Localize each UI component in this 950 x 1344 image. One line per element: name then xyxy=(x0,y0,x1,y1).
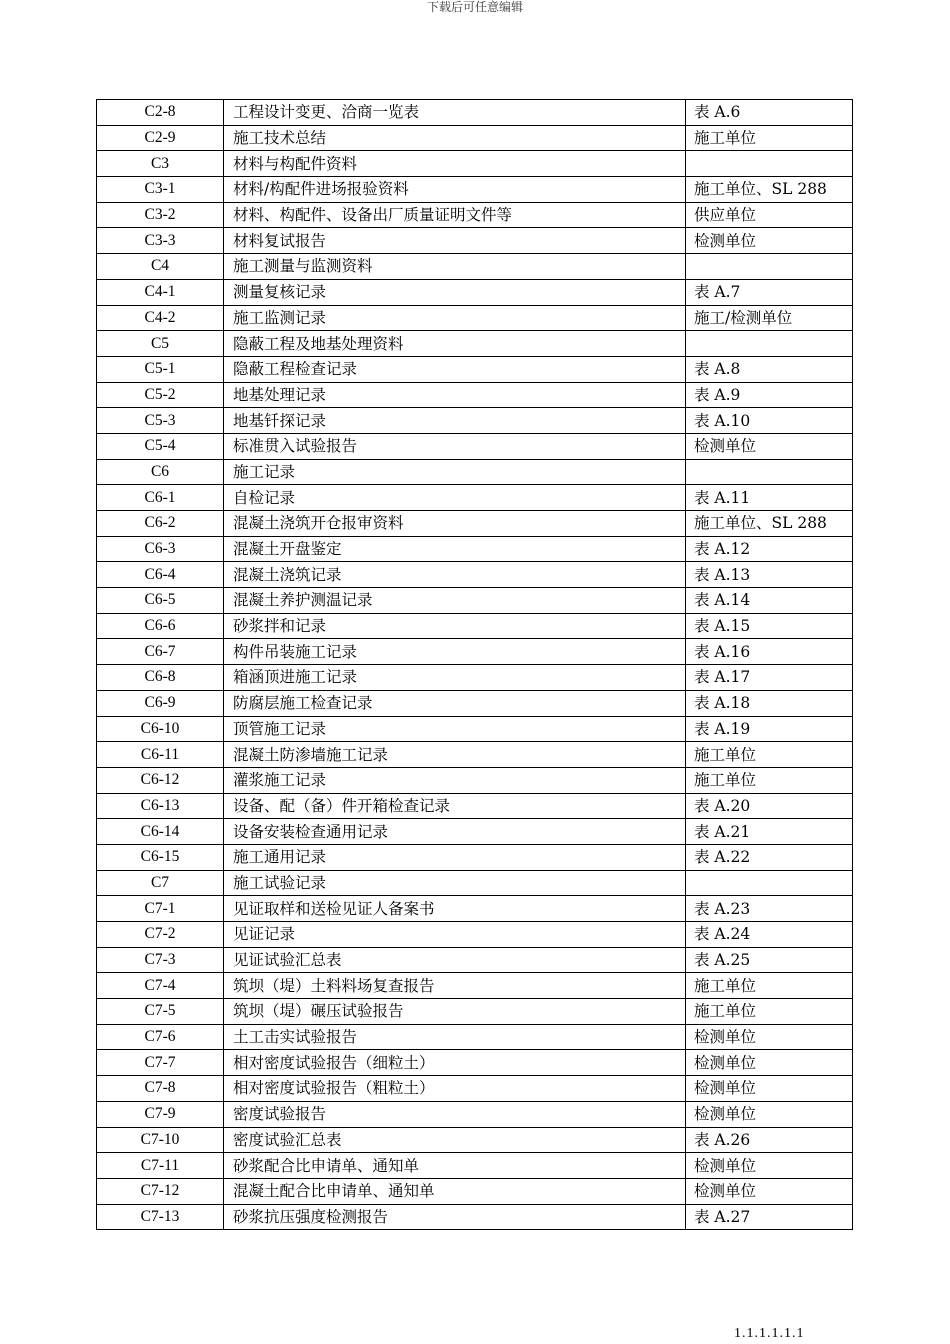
row-code-cell: C6-1 xyxy=(97,485,224,511)
table-row xyxy=(97,356,853,382)
row-code-cell: C6 xyxy=(97,459,224,485)
row-name-cell: 材料、构配件、设备出厂质量证明文件等 xyxy=(224,202,686,228)
table-row xyxy=(97,536,853,562)
row-source-cell: 施工单位 xyxy=(686,767,853,793)
row-code-cell: C7-5 xyxy=(97,999,224,1025)
table-row xyxy=(97,922,853,948)
row-code-cell: C6-4 xyxy=(97,562,224,588)
table-row xyxy=(97,331,853,357)
table-row xyxy=(97,870,853,896)
row-name-cell: 混凝土浇筑记录 xyxy=(224,562,686,588)
row-code-cell: C3-3 xyxy=(97,228,224,254)
row-source-cell: 表 A.18 xyxy=(686,690,853,716)
row-source-cell: 施工单位、SL 288 xyxy=(686,177,853,203)
row-code-cell: C4-1 xyxy=(97,279,224,305)
row-code-cell: C3-1 xyxy=(97,177,224,203)
row-code-cell: C7-12 xyxy=(97,1178,224,1204)
row-code-cell: C6-14 xyxy=(97,819,224,845)
table-row xyxy=(97,716,853,742)
row-name-cell: 砂浆拌和记录 xyxy=(224,613,686,639)
row-code-cell: C6-3 xyxy=(97,536,224,562)
row-code-cell: C7-8 xyxy=(97,1076,224,1102)
row-code-cell: C7-3 xyxy=(97,947,224,973)
row-code-cell: C6-15 xyxy=(97,844,224,870)
table-row xyxy=(97,742,853,768)
row-name-cell: 隐蔽工程及地基处理资料 xyxy=(224,331,686,357)
row-name-cell: 筑坝（堤）土料料场复查报告 xyxy=(224,973,686,999)
row-code-cell: C6-6 xyxy=(97,613,224,639)
row-name-cell: 筑坝（堤）碾压试验报告 xyxy=(224,999,686,1025)
row-name-cell: 混凝土浇筑开仓报审资料 xyxy=(224,511,686,537)
row-source-cell: 表 A.17 xyxy=(686,665,853,691)
row-source-cell: 表 A.24 xyxy=(686,922,853,948)
row-name-cell: 施工通用记录 xyxy=(224,844,686,870)
row-source-cell xyxy=(686,254,853,280)
row-source-cell: 表 A.25 xyxy=(686,947,853,973)
table-row xyxy=(97,947,853,973)
table-row xyxy=(97,408,853,434)
row-code-cell: C6-8 xyxy=(97,665,224,691)
row-source-cell: 表 A.11 xyxy=(686,485,853,511)
table-row xyxy=(97,844,853,870)
table-row xyxy=(97,177,853,203)
row-name-cell: 见证记录 xyxy=(224,922,686,948)
row-code-cell: C7-7 xyxy=(97,1050,224,1076)
row-name-cell: 防腐层施工检查记录 xyxy=(224,690,686,716)
row-source-cell: 检测单位 xyxy=(686,1153,853,1179)
row-name-cell: 自检记录 xyxy=(224,485,686,511)
row-code-cell: C6-9 xyxy=(97,690,224,716)
table-row xyxy=(97,819,853,845)
row-name-cell: 灌浆施工记录 xyxy=(224,767,686,793)
row-code-cell: C6-7 xyxy=(97,639,224,665)
row-name-cell: 地基钎探记录 xyxy=(224,408,686,434)
row-name-cell: 工程设计变更、洽商一览表 xyxy=(224,100,686,126)
row-source-cell: 表 A.15 xyxy=(686,613,853,639)
row-code-cell: C2-9 xyxy=(97,125,224,151)
row-code-cell: C7-1 xyxy=(97,896,224,922)
table-row xyxy=(97,973,853,999)
row-source-cell: 表 A.13 xyxy=(686,562,853,588)
row-source-cell: 表 A.21 xyxy=(686,819,853,845)
row-source-cell: 表 A.8 xyxy=(686,356,853,382)
row-name-cell: 地基处理记录 xyxy=(224,382,686,408)
table-row xyxy=(97,767,853,793)
row-source-cell: 检测单位 xyxy=(686,1178,853,1204)
table-row xyxy=(97,202,853,228)
row-name-cell: 构件吊装施工记录 xyxy=(224,639,686,665)
table-row xyxy=(97,1178,853,1204)
table-row xyxy=(97,639,853,665)
row-source-cell: 检测单位 xyxy=(686,1101,853,1127)
row-source-cell: 表 A.23 xyxy=(686,896,853,922)
table-row xyxy=(97,125,853,151)
table-row xyxy=(97,1153,853,1179)
row-code-cell: C3 xyxy=(97,151,224,177)
table-row xyxy=(97,100,853,126)
table-row xyxy=(97,999,853,1025)
row-source-cell: 表 A.7 xyxy=(686,279,853,305)
row-code-cell: C5 xyxy=(97,331,224,357)
table-row xyxy=(97,228,853,254)
row-name-cell: 测量复核记录 xyxy=(224,279,686,305)
row-source-cell: 表 A.14 xyxy=(686,588,853,614)
row-code-cell: C6-11 xyxy=(97,742,224,768)
row-name-cell: 设备安装检查通用记录 xyxy=(224,819,686,845)
row-code-cell: C3-2 xyxy=(97,202,224,228)
table-row xyxy=(97,562,853,588)
row-code-cell: C7-10 xyxy=(97,1127,224,1153)
row-name-cell: 材料/构配件进场报验资料 xyxy=(224,177,686,203)
row-name-cell: 混凝土防渗墙施工记录 xyxy=(224,742,686,768)
row-name-cell: 标准贯入试验报告 xyxy=(224,433,686,459)
row-code-cell: C7-9 xyxy=(97,1101,224,1127)
row-name-cell: 混凝土开盘鉴定 xyxy=(224,536,686,562)
row-source-cell xyxy=(686,151,853,177)
row-name-cell: 设备、配（备）件开箱检查记录 xyxy=(224,793,686,819)
row-name-cell: 相对密度试验报告（细粒土） xyxy=(224,1050,686,1076)
table-row xyxy=(97,690,853,716)
table-row xyxy=(97,1204,853,1230)
table-row xyxy=(97,382,853,408)
table-row xyxy=(97,511,853,537)
row-code-cell: C5-4 xyxy=(97,433,224,459)
row-name-cell: 见证试验汇总表 xyxy=(224,947,686,973)
row-name-cell: 施工试验记录 xyxy=(224,870,686,896)
row-name-cell: 隐蔽工程检查记录 xyxy=(224,356,686,382)
row-name-cell: 密度试验汇总表 xyxy=(224,1127,686,1153)
row-source-cell: 表 A.22 xyxy=(686,844,853,870)
table-row xyxy=(97,151,853,177)
row-source-cell: 施工单位 xyxy=(686,742,853,768)
table-row xyxy=(97,896,853,922)
table-row xyxy=(97,1127,853,1153)
row-name-cell: 密度试验报告 xyxy=(224,1101,686,1127)
row-name-cell: 混凝土养护测温记录 xyxy=(224,588,686,614)
row-code-cell: C7 xyxy=(97,870,224,896)
table-row xyxy=(97,1101,853,1127)
page-header: 下载后可任意编辑 xyxy=(426,0,523,14)
row-code-cell: C5-3 xyxy=(97,408,224,434)
row-name-cell: 砂浆配合比申请单、通知单 xyxy=(224,1153,686,1179)
row-code-cell: C4 xyxy=(97,254,224,280)
row-code-cell: C5-1 xyxy=(97,356,224,382)
table-row xyxy=(97,665,853,691)
archive-list-table xyxy=(96,99,853,1230)
table-row xyxy=(97,1076,853,1102)
row-code-cell: C7-2 xyxy=(97,922,224,948)
table-row xyxy=(97,613,853,639)
row-source-cell: 表 A.9 xyxy=(686,382,853,408)
table-row xyxy=(97,433,853,459)
row-name-cell: 相对密度试验报告（粗粒土） xyxy=(224,1076,686,1102)
row-name-cell: 材料与构配件资料 xyxy=(224,151,686,177)
row-name-cell: 施工监测记录 xyxy=(224,305,686,331)
row-code-cell: C2-8 xyxy=(97,100,224,126)
row-code-cell: C5-2 xyxy=(97,382,224,408)
row-source-cell: 施工单位、SL 288 xyxy=(686,511,853,537)
row-name-cell: 材料复试报告 xyxy=(224,228,686,254)
row-source-cell: 检测单位 xyxy=(686,1076,853,1102)
row-source-cell: 表 A.12 xyxy=(686,536,853,562)
row-source-cell: 供应单位 xyxy=(686,202,853,228)
table-row xyxy=(97,254,853,280)
row-code-cell: C6-5 xyxy=(97,588,224,614)
row-name-cell: 施工记录 xyxy=(224,459,686,485)
row-code-cell: C6-13 xyxy=(97,793,224,819)
row-code-cell: C7-11 xyxy=(97,1153,224,1179)
row-name-cell: 箱涵顶进施工记录 xyxy=(224,665,686,691)
row-code-cell: C6-2 xyxy=(97,511,224,537)
table-row xyxy=(97,279,853,305)
row-source-cell: 施工单位 xyxy=(686,125,853,151)
table-row xyxy=(97,793,853,819)
row-source-cell: 施工/检测单位 xyxy=(686,305,853,331)
table-row xyxy=(97,1024,853,1050)
row-source-cell xyxy=(686,870,853,896)
row-name-cell: 砂浆抗压强度检测报告 xyxy=(224,1204,686,1230)
row-name-cell: 施工技术总结 xyxy=(224,125,686,151)
row-name-cell: 见证取样和送检见证人备案书 xyxy=(224,896,686,922)
row-source-cell: 表 A.16 xyxy=(686,639,853,665)
row-code-cell: C6-10 xyxy=(97,716,224,742)
row-code-cell: C7-4 xyxy=(97,973,224,999)
row-source-cell: 表 A.10 xyxy=(686,408,853,434)
row-code-cell: C7-13 xyxy=(97,1204,224,1230)
row-name-cell: 混凝土配合比申请单、通知单 xyxy=(224,1178,686,1204)
row-name-cell: 顶管施工记录 xyxy=(224,716,686,742)
row-source-cell: 表 A.20 xyxy=(686,793,853,819)
row-source-cell xyxy=(686,331,853,357)
row-source-cell: 表 A.27 xyxy=(686,1204,853,1230)
row-source-cell: 表 A.19 xyxy=(686,716,853,742)
row-source-cell: 施工单位 xyxy=(686,973,853,999)
table-row xyxy=(97,305,853,331)
row-source-cell: 检测单位 xyxy=(686,1050,853,1076)
table-row xyxy=(97,485,853,511)
row-source-cell xyxy=(686,459,853,485)
row-code-cell: C7-6 xyxy=(97,1024,224,1050)
table-row xyxy=(97,459,853,485)
row-source-cell: 检测单位 xyxy=(686,1024,853,1050)
row-code-cell: C4-2 xyxy=(97,305,224,331)
row-source-cell: 检测单位 xyxy=(686,433,853,459)
row-source-cell: 施工单位 xyxy=(686,999,853,1025)
row-source-cell: 表 A.6 xyxy=(686,100,853,126)
row-code-cell: C6-12 xyxy=(97,767,224,793)
row-source-cell: 检测单位 xyxy=(686,228,853,254)
row-source-cell: 表 A.26 xyxy=(686,1127,853,1153)
table-row xyxy=(97,588,853,614)
row-name-cell: 土工击实试验报告 xyxy=(224,1024,686,1050)
row-name-cell: 施工测量与监测资料 xyxy=(224,254,686,280)
table-row xyxy=(97,1050,853,1076)
page-number: 1.1.1.1.1.1 xyxy=(734,1326,805,1341)
table-body xyxy=(97,100,853,1230)
